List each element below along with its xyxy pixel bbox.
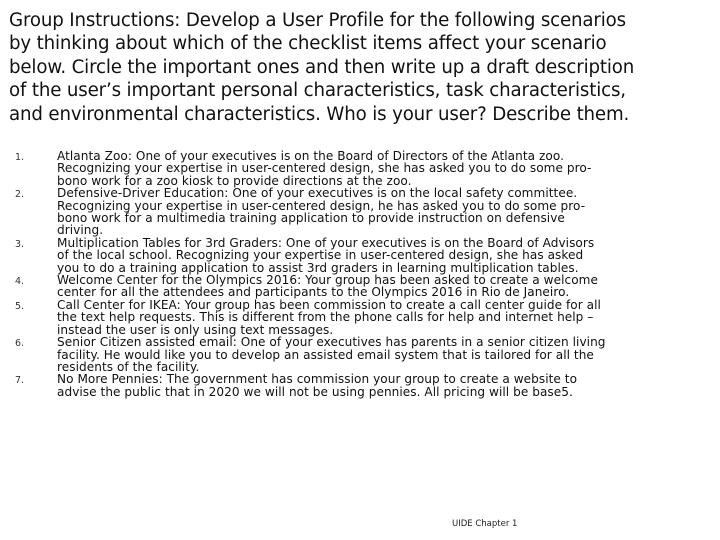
scenario-number: 7.: [15, 375, 25, 387]
scenario-text: Multiplication Tables for 3rd Graders: One of your executives is on the Board of Advisors of the local school. Recognizing your expertise in user-centered design, she has asked you to do a training application to assist 3rd graders in learning multiplication tables.: [57, 235, 595, 275]
instructions-heading: Group Instructions: Develop a User Profile for the following scenarios by thinking about which of the checklist items affect your scenario below. Circle the important ones and then write up a draft description of the user’s important personal characteristics, task characteristics, and environmental characteristics. Who is your user? Describe them.: [9, 10, 635, 125]
scenario-number: 4.: [15, 276, 25, 288]
scenario-text: Senior Citizen assisted email: One of your executives has parents in a senior citizen living facility. He would like you to develop an assisted email system that is tailored for all the residents of the facility.: [57, 335, 606, 374]
scenario-item: [0, 299, 720, 336]
scenario-text: Defensive-Driver Education: One of your executives is on the local safety committee. Recognizing your expertise in user-centered design, he has asked you to do some pro- bono work for a multimedia training application to provide instruction on defensive driving.: [57, 186, 586, 238]
scenario-item: [0, 373, 720, 398]
scenario-item: [0, 237, 720, 274]
scenario-number: 5.: [15, 300, 25, 312]
scenario-text: No More Pennies: The government has commission your group to create a website to advise the public that in 2020 we will not be using pennies. All pricing will be base5.: [57, 372, 578, 399]
scenario-text: Atlanta Zoo: One of your executives is on the Board of Directors of the Atlanta zoo. Recognizing your expertise in user-centered design, she has asked you to do some pro- bono work for a zoo kiosk to provide directions at the zoo.: [57, 149, 592, 188]
scenario-text: Welcome Center for the Olympics 2016: Your group has been asked to create a welcome center for all the attendees and participants to the Olympics 2016 in Rio de Janeiro.: [57, 273, 598, 300]
scenario-number: 1.: [15, 152, 25, 163]
scenario-number: 6.: [15, 338, 25, 350]
scenario-item: [0, 274, 720, 299]
scenario-number: 2.: [15, 189, 25, 201]
scenario-text: Call Center for IKEA: Your group has been commission to create a call center guide for all the text help requests. This is different from the phone calls for help and internet help – instead the user is only using text messages.: [57, 297, 601, 337]
footer-label: UIDE Chapter 1: [452, 519, 518, 529]
scenario-item: [0, 336, 720, 373]
scenario-item: [0, 150, 720, 187]
scenario-number: 3.: [15, 238, 25, 250]
scenario-item: [0, 187, 720, 237]
scenario-list: [0, 150, 720, 398]
